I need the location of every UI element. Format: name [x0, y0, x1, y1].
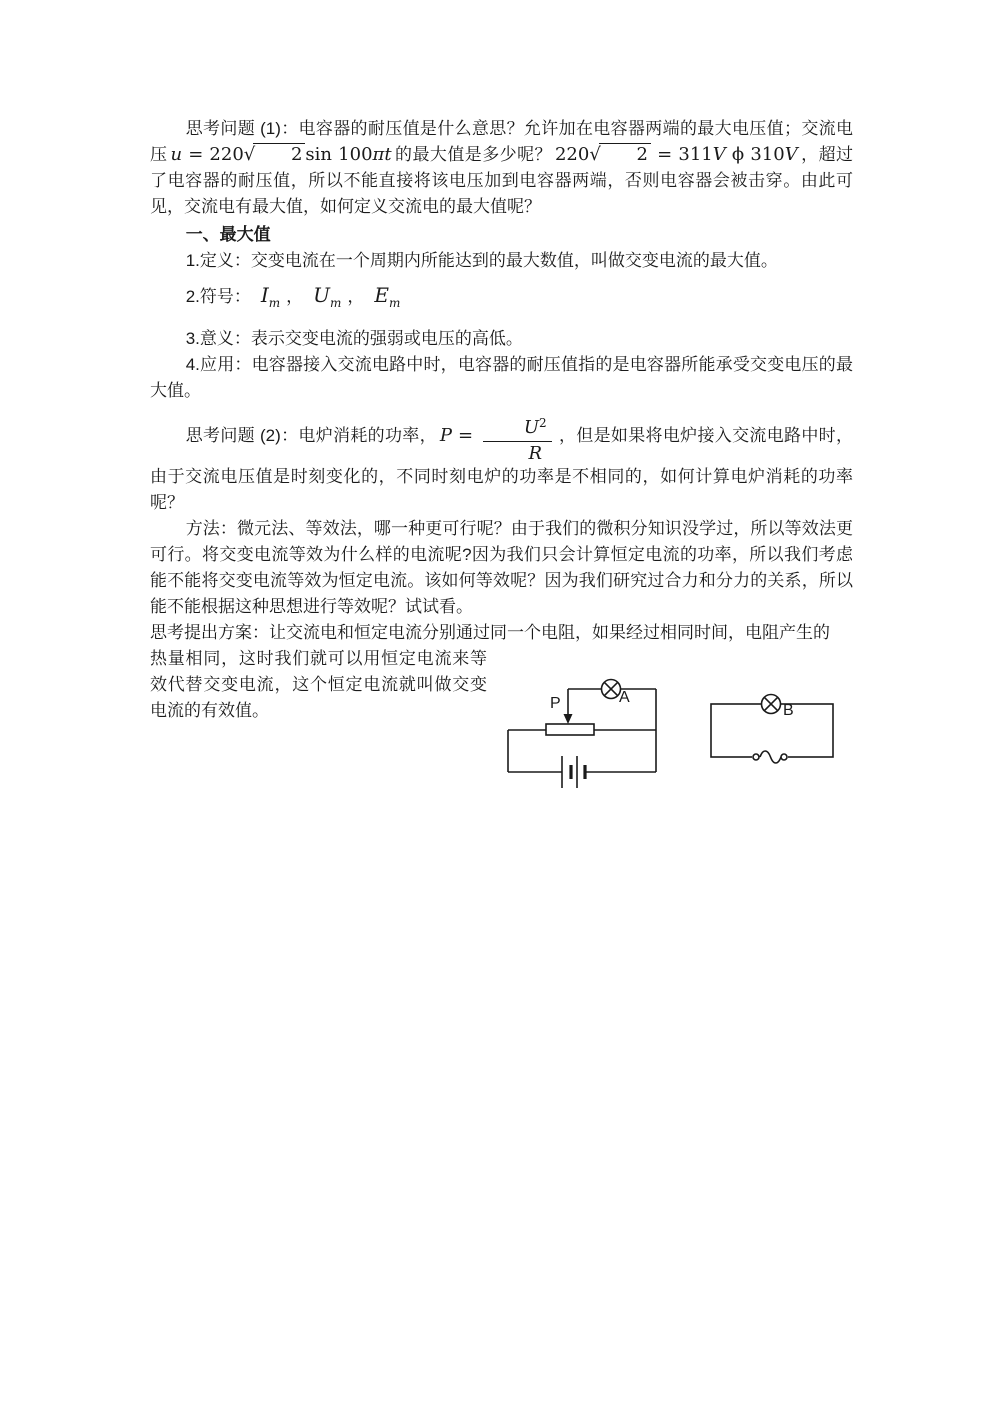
label-lamp-a: A [619, 688, 630, 706]
para-proposal-line1: 思考提出方案：让交流电和恒定电流分别通过同一个电阻，如果经过相同时间，电阻产生的 [150, 622, 830, 642]
formula-power: P = $\frac{U^2}{R}$ [440, 425, 556, 446]
battery-icon [562, 756, 585, 788]
ac-source-icon [752, 751, 788, 763]
fraction-U2-over-R: $\frac{U^2}{R}$ [483, 416, 552, 464]
figure-circuits [493, 662, 853, 802]
item-application: 4.应用：电容器接入交流电路中时，电容器的耐压值指的是电容器所能承受交变电压的最大值。 [150, 355, 853, 400]
lamp-b-icon [762, 694, 781, 713]
separator: ， [286, 287, 304, 306]
text-run: 的最大值是多少呢？ [394, 145, 552, 164]
text-run: ，超过了电容器的耐压值，所以不能直接将该电压加到电容器两端，否则电容器会被击穿。由此可见，交流电有最大值，如何定义交流电的最大值呢？ [150, 145, 854, 216]
symbol-Im: $I_m$ [260, 283, 281, 310]
para-proposal-wrap [150, 646, 853, 802]
item-symbols-label: 2.符号： [185, 287, 251, 306]
para-think-question-1 [150, 116, 853, 220]
para-method: 方法：微元法、等效法，哪一种更可行呢？由于我们的微积分知识没学过，所以等效法更可行。将交变电流等效为什么样的电流呢?因为我们只会计算恒定电流的功率，所以我们考虑能不能将交变电流等效为恒定电流。该如何等效呢？因为我们研究过合力和分力的关系，所以能不能根据这种思想进行等效呢？试试看。 [150, 518, 853, 616]
slider-arrow-icon [564, 689, 573, 724]
para-proposal-rest: 热量相同，这时我们就可以用恒定电流来等效代替交变电流，这个恒定电流就叫做交变电流的有效值。 [150, 648, 487, 720]
radical-sign: √ [243, 144, 256, 165]
text-run: 思考问题 (2)：电炉消耗的功率， [185, 425, 437, 445]
document-body [150, 116, 853, 802]
item-definition: 1.定义：交变电流在一个周期内所能达到的最大数值，叫做交变电流的最大值。 [185, 251, 778, 270]
label-slider-p: P [550, 694, 561, 712]
separator: ， [347, 287, 365, 306]
label-lamp-b: B [783, 701, 794, 719]
heading-max-value: 一、最大值 [185, 225, 271, 244]
ac-circuit-diagram [711, 694, 833, 763]
symbol-Um: $U_m$ [313, 283, 342, 310]
circuits-figure-svg [493, 662, 853, 802]
radical-sign: √ [589, 144, 601, 165]
lamp-a-icon [602, 679, 621, 698]
item-symbols [150, 282, 853, 316]
formula-ac-voltage: u = 220√ 2 sin 100πt [170, 144, 392, 165]
item-meaning: 3.意义：表示交变电流的强弱或电压的高低。 [185, 329, 523, 348]
dc-circuit-diagram [508, 679, 656, 788]
symbol-Em: $E_m$ [374, 283, 401, 310]
text-run: 思考问题 (1)：电容器的耐压值是什么意思？允许加在电容器两端的最大电压值；交流电压 [150, 119, 853, 164]
para-think-question-2 [150, 416, 853, 516]
text-run: ，但是如果将电炉接入交流电路中时，由于交流电压值是时刻变化的，不同时刻电炉的功率是不相同的，如何计算电炉消耗的功率呢？ [150, 425, 853, 512]
rheostat-icon [546, 724, 594, 735]
phi-symbol: ϕ [731, 144, 745, 165]
formula-peak-value: 220√ 2 = 311V ϕ 310V [554, 144, 798, 165]
